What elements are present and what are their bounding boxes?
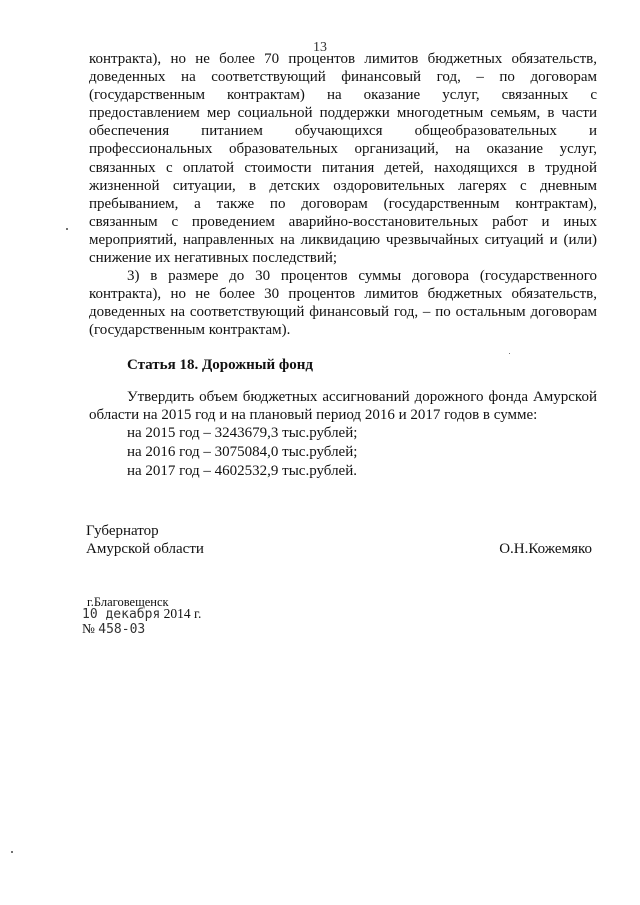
signature-block <box>86 522 592 558</box>
paragraph-continuation: контракта), но не более 70 процентов лимитов бюджетных обязательств, доведенных на соответствующий финансовый год, – по договорам (государственным контрактам) на оказание услуг, связанных с предоставлением мер социальной поддержки многодетным семьям, в части обеспечения питанием обучающихся общеобразовательных и профессиональных образовательных организаций, на оказание услуг, связанных с оплатой стоимости питания детей, находящихся в трудной жизненной ситуации, в детских оздоровительных лагерях с дневным пребыванием, а также по договорам (государственным контрактам), связанным с проведением аварийно-восстановительных работ и иных мероприятий, направленных на ликвидацию чрезвычайных ситуаций и (или) снижение их негативных последствий; <box>89 51 597 267</box>
paragraph-item-3: 3) в размере до 30 процентов суммы договора (государственного контракта), но не более 30 процентов лимитов бюджетных обязательств, доведенных на соответствующий финансовый год, – по остальным договорам (государственным контрактам). <box>89 268 597 339</box>
budget-list <box>89 424 597 481</box>
paragraph-road-fund: Утвердить объем бюджетных ассигнований дорожного фонда Амурской области на 2015 год и на плановый период 2016 и 2017 годов в сумме: <box>89 388 597 423</box>
budget-line-2016: на 2016 год – 3075084,0 тыс.рублей; <box>127 443 358 460</box>
signing-date <box>82 606 201 622</box>
date-year: 2014 г. <box>163 606 202 621</box>
signatory-title-line1: Губернатор <box>86 523 159 539</box>
signatory-name: О.Н.Кожемяко <box>499 541 592 557</box>
budget-line-2017: на 2017 год – 4602532,9 тыс.рублей. <box>127 462 357 479</box>
budget-line-2015: на 2015 год – 3243679,3 тыс.рублей; <box>127 424 358 441</box>
page-number: 13 <box>313 40 327 55</box>
scan-speck <box>509 353 510 354</box>
number-handwritten: 458-03 <box>98 622 146 637</box>
signatory-title-line2: Амурской области <box>86 541 204 557</box>
scan-speck <box>66 228 68 230</box>
document-body <box>89 50 597 481</box>
article-heading: Статья 18. Дорожный фонд <box>127 356 313 373</box>
place-of-signing: г.Благовещенск <box>87 595 169 609</box>
law-number <box>82 621 145 637</box>
number-prefix: № <box>82 621 95 636</box>
scan-speck <box>11 851 13 853</box>
date-handwritten: 10 декабря <box>82 607 161 622</box>
